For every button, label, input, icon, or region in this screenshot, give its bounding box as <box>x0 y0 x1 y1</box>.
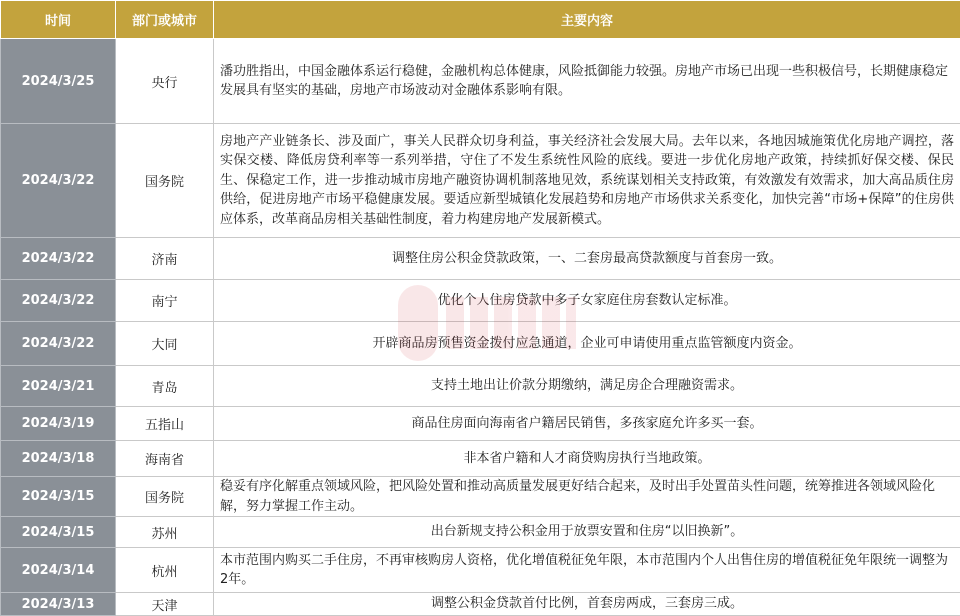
row-date: 2024/3/18 <box>1 441 116 477</box>
table-row <box>1 548 960 593</box>
row-date: 2024/3/22 <box>1 238 116 280</box>
row-content: 稳妥有序化解重点领域风险，把风险处置和推动高质量发展更好结合起来，及时出手处置苗头性问题，统筹推进各领域风险化解，努力掌握工作主动。 <box>214 477 960 517</box>
row-content: 调整公积金贷款首付比例，首套房两成，三套房三成。 <box>214 593 960 616</box>
row-dept: 天津 <box>116 593 214 616</box>
table-row <box>1 407 960 441</box>
row-content: 潘功胜指出，中国金融体系运行稳健，金融机构总体健康，风险抵御能力较强。房地产市场已出现一些积极信号，长期健康稳定发展具有坚实的基础，房地产市场波动对金融体系影响有限。 <box>214 39 960 124</box>
table-row <box>1 366 960 407</box>
row-dept: 国务院 <box>116 124 214 238</box>
row-content: 出台新规支持公积金用于放票安置和住房“以旧换新”。 <box>214 517 960 548</box>
row-date: 2024/3/21 <box>1 366 116 407</box>
table-row <box>1 238 960 280</box>
row-date: 2024/3/22 <box>1 124 116 238</box>
table-row <box>1 517 960 548</box>
row-date: 2024/3/13 <box>1 593 116 616</box>
header-content: 主要内容 <box>214 1 960 39</box>
row-dept: 南宁 <box>116 280 214 322</box>
row-dept: 国务院 <box>116 477 214 517</box>
table-row <box>1 593 960 616</box>
row-content: 优化个人住房贷款中多子女家庭住房套数认定标准。 <box>214 280 960 322</box>
table-row <box>1 441 960 477</box>
row-date: 2024/3/15 <box>1 477 116 517</box>
header-row <box>1 1 960 39</box>
row-dept: 苏州 <box>116 517 214 548</box>
row-dept: 大同 <box>116 322 214 366</box>
row-content: 开辟商品房预售资金拨付应急通道，企业可申请使用重点监管额度内资金。 <box>214 322 960 366</box>
row-dept: 五指山 <box>116 407 214 441</box>
header-date: 时间 <box>1 1 116 39</box>
table-row <box>1 322 960 366</box>
row-date: 2024/3/19 <box>1 407 116 441</box>
row-content: 房地产产业链条长、涉及面广，事关人民群众切身利益，事关经济社会发展大局。去年以来，各地因城施策优化房地产调控，落实保交楼、降低房贷利率等一系列举措，守住了不发生系统性风险的底线。要进一步优化房地产政策，持续抓好保交楼、保民生、保稳定工作，进一步推动城市房地产融资协调机制落地见效，系统谋划相关支持政策，有效激发有效需求，加大高品质住房供给，促进房地产市场平稳健康发展。要适应新型城镇化发展趋势和房地产市场供求关系变化，加快完善“市场+保障”的住房供应体系，改革商品房相关基础性制度，着力构建房地产发展新模式。 <box>214 124 960 238</box>
row-dept: 杭州 <box>116 548 214 593</box>
row-dept: 海南省 <box>116 441 214 477</box>
row-content: 支持土地出让价款分期缴纳，满足房企合理融资需求。 <box>214 366 960 407</box>
row-date: 2024/3/15 <box>1 517 116 548</box>
header-dept: 部门或城市 <box>116 1 214 39</box>
row-content: 非本省户籍和人才商贷购房执行当地政策。 <box>214 441 960 477</box>
row-date: 2024/3/22 <box>1 280 116 322</box>
row-content: 调整住房公积金贷款政策，一、二套房最高贷款额度与首套房一致。 <box>214 238 960 280</box>
row-dept: 青岛 <box>116 366 214 407</box>
row-content: 本市范围内购买二手住房，不再审核购房人资格，优化增值税征免年限，本市范围内个人出售住房的增值税征免年限统一调整为2年。 <box>214 548 960 593</box>
row-date: 2024/3/25 <box>1 39 116 124</box>
row-dept: 济南 <box>116 238 214 280</box>
table-row <box>1 124 960 238</box>
row-content: 商品住房面向海南省户籍居民销售，多孩家庭允许多买一套。 <box>214 407 960 441</box>
table-row <box>1 39 960 124</box>
row-date: 2024/3/14 <box>1 548 116 593</box>
row-dept: 央行 <box>116 39 214 124</box>
row-date: 2024/3/22 <box>1 322 116 366</box>
table-row <box>1 280 960 322</box>
table-row <box>1 477 960 517</box>
